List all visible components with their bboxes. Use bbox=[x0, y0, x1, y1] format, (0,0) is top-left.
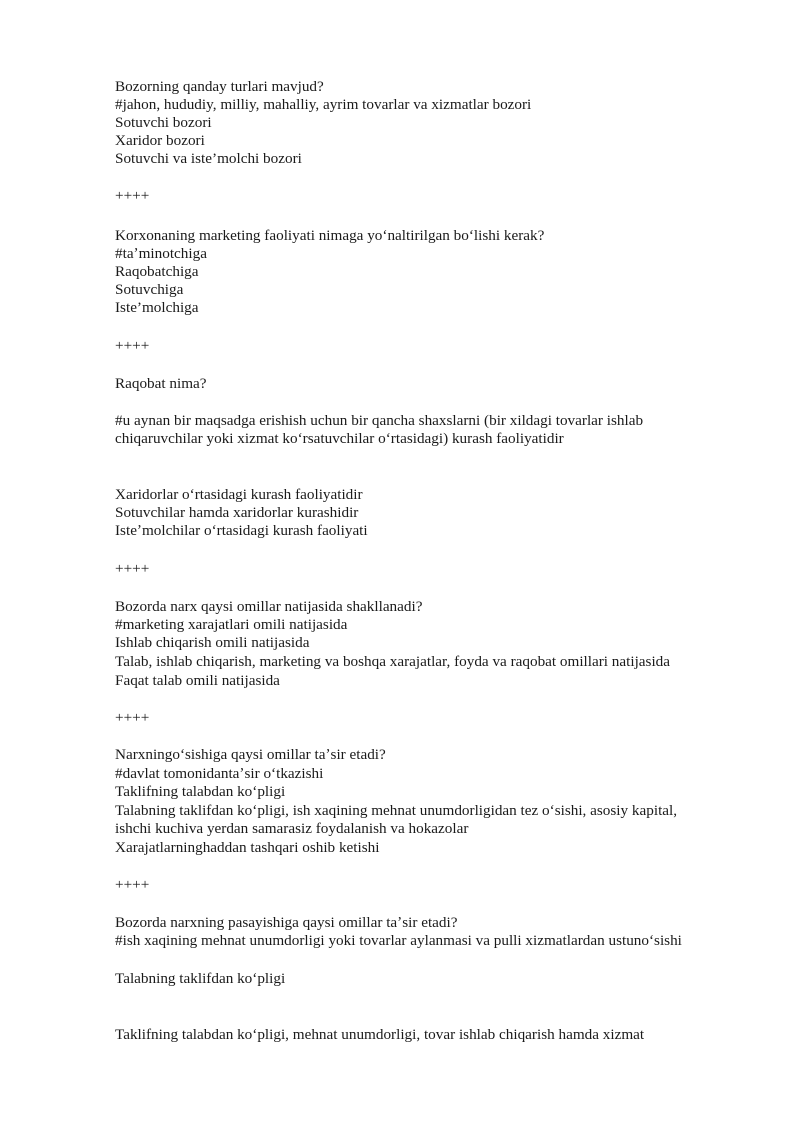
answer-option: Sotuvchi bozori bbox=[115, 114, 212, 131]
question-text: Narxningoʻsishiga qaysi omillar taʼsir etadi? bbox=[115, 746, 386, 763]
question-text: Bozorning qanday turlari mavjud? bbox=[115, 78, 324, 95]
answer-option: Sotuvchiga bbox=[115, 281, 184, 298]
answer-correct: chiqaruvchilar yoki xizmat koʻrsatuvchilar oʻrtasidagi) kurash faoliyatidir bbox=[115, 430, 564, 447]
answer-option: Sotuvchi va iste’molchi bozori bbox=[115, 150, 302, 167]
answer-option: Ishlab chiqarish omili natijasida bbox=[115, 634, 310, 651]
answer-option: Iste’molchiga bbox=[115, 299, 199, 316]
separator: ++++ bbox=[115, 560, 150, 577]
answer-option: Xarajatlarninghaddan tashqari oshib ketishi bbox=[115, 839, 380, 856]
answer-correct: #marketing xarajatlari omili natijasida bbox=[115, 616, 348, 633]
separator: ++++ bbox=[115, 876, 150, 893]
answer-option: Talab, ishlab chiqarish, marketing va boshqa xarajatlar, foyda va raqobat omillari natijasida bbox=[115, 653, 671, 670]
separator: ++++ bbox=[115, 709, 150, 726]
answer-option: Talabning taklifdan koʻpligi bbox=[115, 970, 286, 987]
answer-option: Xaridorlar oʻrtasidagi kurash faoliyatidir bbox=[115, 486, 363, 503]
question-text: Raqobat nima? bbox=[115, 375, 207, 392]
answer-option: Xaridor bozori bbox=[115, 132, 205, 149]
answer-option: Talabning taklifdan koʻpligi, ish xaqining mehnat unumdorligidan tez oʻsishi, asosiy kapital, bbox=[115, 802, 678, 819]
separator: ++++ bbox=[115, 187, 150, 204]
separator: ++++ bbox=[115, 337, 150, 354]
answer-correct: #taʼminotchiga bbox=[115, 245, 207, 262]
answer-option: Taklifning talabdan koʻpligi, mehnat unumdorligi, tovar ishlab chiqarish hamda xizmat bbox=[115, 1026, 645, 1043]
answer-option: ishchi kuchiva yerdan samarasiz foydalanish va hokazolar bbox=[115, 820, 469, 837]
answer-correct: #u aynan bir maqsadga erishish uchun bir qancha shaxslarni (bir xildagi tovarlar ishlab bbox=[115, 412, 644, 429]
question-text: Bozorda narxning pasayishiga qaysi omillar taʼsir etadi? bbox=[115, 914, 458, 931]
answer-correct: #davlat tomonidantaʼsir oʻtkazishi bbox=[115, 765, 324, 782]
answer-option: Taklifning talabdan koʻpligi bbox=[115, 783, 286, 800]
answer-option: Faqat talab omili natijasida bbox=[115, 672, 280, 689]
answer-correct: #ish xaqining mehnat unumdorligi yoki tovarlar aylanmasi va pulli xizmatlardan ustunoʻsishi bbox=[115, 932, 682, 949]
answer-option: Raqobatchiga bbox=[115, 263, 199, 280]
answer-correct: #jahon, hududiy, milliy, mahalliy, ayrim tovarlar va xizmatlar bozori bbox=[115, 96, 532, 113]
question-text: Bozorda narx qaysi omillar natijasida shakllanadi? bbox=[115, 598, 423, 615]
question-text: Korxonaning marketing faoliyati nimaga yoʻnaltirilgan boʻlishi kerak? bbox=[115, 227, 545, 244]
answer-option: Sotuvchilar hamda xaridorlar kurashidir bbox=[115, 504, 359, 521]
answer-option: Isteʼmolchilar oʻrtasidagi kurash faoliyati bbox=[115, 522, 368, 539]
